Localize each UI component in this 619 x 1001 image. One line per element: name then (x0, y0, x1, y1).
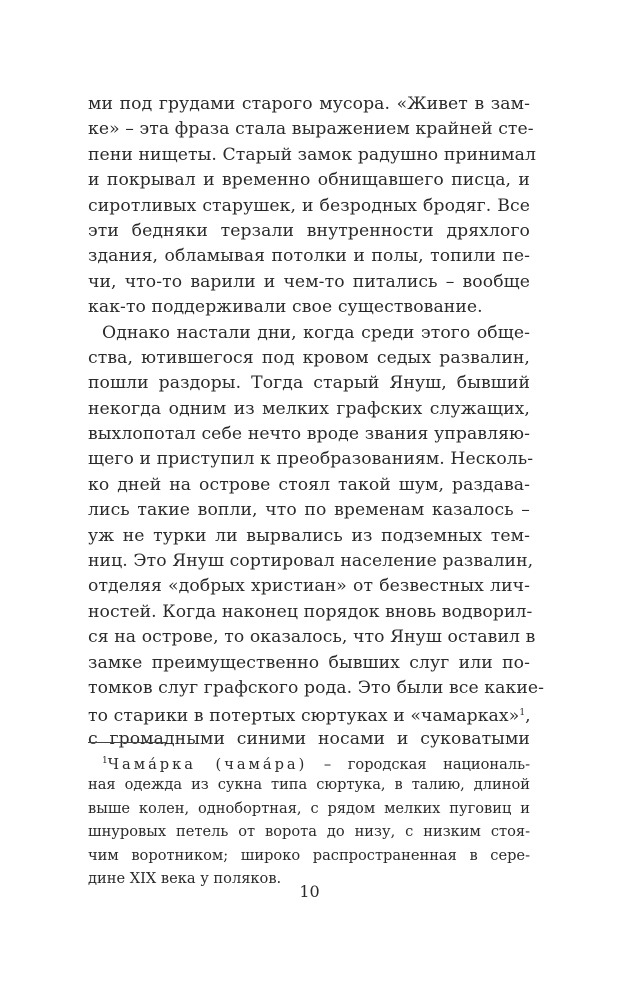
paragraph-start-line: Однако настали дни, когда среди этого обще- (102, 322, 530, 343)
text-line-with-footnote-ref: то старики в потертых сюртуках и «чамарках»$^1$, (88, 706, 531, 727)
text-line: щего и приступил к преобразованиям. Несколь- (88, 449, 534, 470)
text-line: отделяя «добрых христиан» от безвестных лич- (88, 576, 530, 597)
page-number: 10 (299, 882, 320, 901)
text-line: замке преимущественно бывших слуг или по- (88, 652, 530, 673)
text-line: пени нищеты. Старый замок радушно принимал (88, 144, 536, 165)
footnote (88, 750, 530, 890)
footnote-term: Чама́рка (чама́ра) (107, 756, 308, 773)
text-line: ностей. Когда наконец порядок вновь водворил- (88, 601, 533, 622)
text-line: эти бедняки терзали внутренности дряхлого (88, 220, 530, 241)
text-line: здания, обламывая потолки и полы, топили пе- (88, 246, 530, 267)
text-line: и покрывал и временно обнищавшего писца, и (88, 170, 530, 191)
text-line: ниц. Это Януш сортировал население развалин, (88, 551, 534, 572)
text-line: сиротливых старушек, и безродных бродяг. Все (88, 195, 530, 216)
text-line: уж не турки ли вырвались из подземных тем- (88, 525, 530, 546)
footnote-line: выше колен, однобортная, с рядом мелких пуговиц и (88, 799, 530, 817)
text-line: с громадными синими носами и суковатыми (88, 728, 530, 749)
footnote-first-line: $^1$Чама́рка (чама́ра) – городская националь- (102, 756, 530, 773)
text-line: как-то поддерживали свое существование. (88, 297, 483, 318)
text-line: ся на острове, то оказалось, что Януш оставил в (88, 627, 536, 648)
text-line: ми под грудами старого мусора. «Живет в зам- (88, 94, 530, 114)
footnote-reference[interactable]: 1 (519, 708, 526, 719)
footnote-line: ная одежда из сукна типа сюртука, в талию, длиной (88, 776, 530, 794)
footnote-divider (88, 742, 166, 743)
footnote-line: шнуровых петель от ворота до низу, с низким стоя- (88, 823, 530, 841)
footnote-marker: 1 (102, 756, 108, 766)
text-line: некогда одним из мелких графских служащих, (88, 398, 530, 419)
footnote-line: дине XIX века у поляков. (88, 869, 282, 887)
text-line: лись такие вопли, что по временам казалось – (88, 500, 530, 521)
text-line: то старики в потертых сюртуках и «чамарках» (88, 706, 520, 727)
text-line: ко дней на острове стоял такой шум, раздава- (88, 474, 530, 495)
main-text (88, 92, 545, 752)
footnote-line: чим воротником; широко распространенная в сере- (88, 846, 530, 864)
text-line: выхлопотал себе нечто вроде звания управляю- (88, 424, 530, 445)
text-line: ства, ютившегося под кровом седых развалин, (88, 347, 530, 368)
text-line: томков слуг графского рода. Это были все какие- (88, 677, 545, 698)
text-line: чи, что-то варили и чем-то питались – вообще (88, 271, 530, 292)
text-line: ке» – эта фраза стала выражением крайней сте- (88, 119, 534, 140)
text-line: пошли раздоры. Тогда старый Януш, бывший (88, 373, 530, 394)
